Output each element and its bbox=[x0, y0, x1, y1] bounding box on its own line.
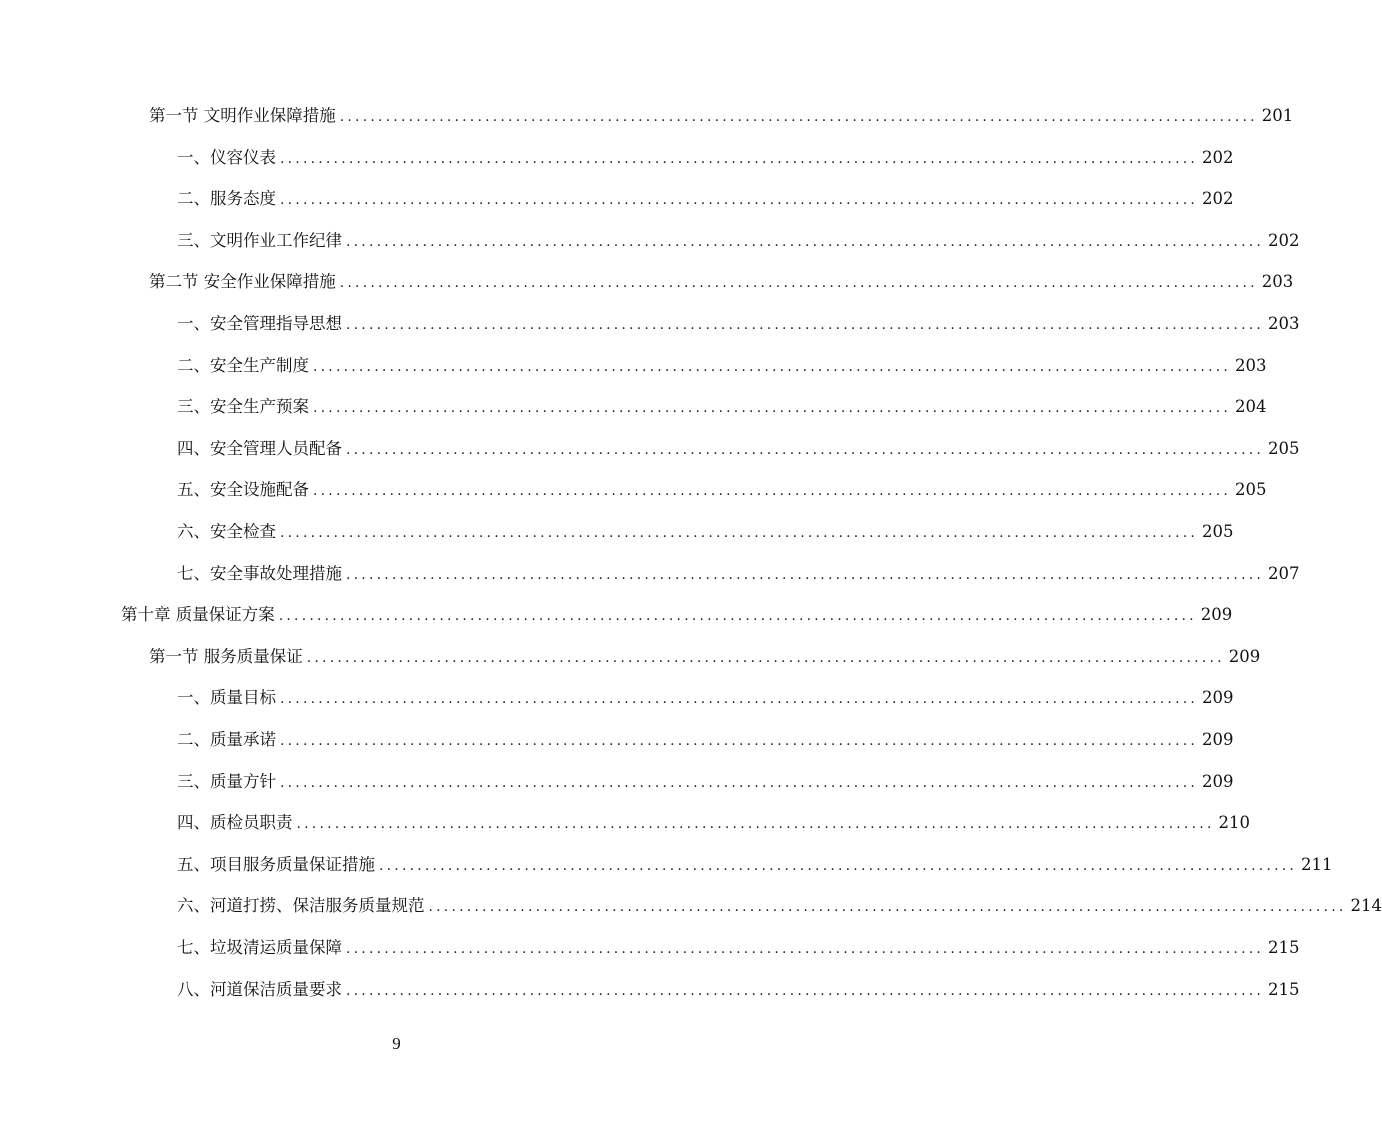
toc-entry[interactable] bbox=[177, 763, 1234, 801]
toc-entry-page: 202 bbox=[1268, 230, 1300, 250]
toc-entry-title: 二、质量承诺 bbox=[177, 730, 276, 749]
toc-dot-leader: ........................................................................................................................ bbox=[278, 608, 1197, 625]
toc-entry-title: 五、安全设施配备 bbox=[177, 480, 309, 500]
toc-entry-page: 201 bbox=[1261, 106, 1294, 125]
toc-entry-title: 六、河道打捞、保洁服务质量规范 bbox=[177, 896, 425, 916]
toc-entry-title: 六、安全检查 bbox=[177, 522, 276, 541]
toc-entry[interactable] bbox=[177, 305, 1300, 343]
toc-dot-leader: ........................................................................................................................ bbox=[280, 150, 1199, 167]
toc-entry-page: 205 bbox=[1268, 438, 1300, 458]
toc-entry[interactable] bbox=[177, 804, 1251, 842]
toc-entry-title: 第一节 文明作业保障措施 bbox=[149, 106, 336, 125]
toc-dot-leader: ........................................................................................................................ bbox=[346, 982, 1265, 999]
toc-dot-leader: ........................................................................................................................ bbox=[346, 317, 1265, 333]
toc-entry-page: 209 bbox=[1228, 646, 1261, 666]
toc-dot-leader: ........................................................................................................................ bbox=[313, 400, 1232, 417]
toc-dot-leader: ........................................................................................................................ bbox=[346, 566, 1265, 583]
toc-entry-title: 七、安全事故处理措施 bbox=[177, 563, 342, 583]
toc-entry-title: 第一节 服务质量保证 bbox=[149, 646, 303, 666]
toc-entry[interactable] bbox=[177, 721, 1234, 759]
toc-entry-page: 205 bbox=[1235, 480, 1267, 500]
toc-entry-page: 211 bbox=[1301, 854, 1333, 874]
toc-entry-title: 四、安全管理人员配备 bbox=[177, 438, 342, 458]
toc-entry-title: 第十章 质量保证方案 bbox=[121, 605, 275, 625]
toc-dot-leader: ........................................................................................................................ bbox=[379, 857, 1298, 874]
toc-entry-page: 203 bbox=[1235, 355, 1267, 375]
toc-entry-title: 三、质量方针 bbox=[177, 771, 276, 791]
toc-dot-leader: ........................................................................................................................ bbox=[280, 192, 1199, 209]
toc-dot-leader: ........................................................................................................................ bbox=[346, 941, 1265, 957]
toc-entry-page: 214 bbox=[1350, 896, 1382, 916]
page-number: 9 bbox=[392, 1034, 401, 1053]
toc-entry-page: 202 bbox=[1202, 189, 1234, 209]
toc-entry-title: 二、服务态度 bbox=[177, 189, 276, 209]
toc-entry[interactable] bbox=[177, 430, 1300, 468]
toc-entry[interactable] bbox=[177, 513, 1234, 551]
toc-entry[interactable] bbox=[177, 471, 1267, 509]
toc-entry[interactable] bbox=[177, 388, 1267, 426]
toc-entry-page: 207 bbox=[1268, 563, 1300, 583]
toc-dot-leader: ........................................................................................................................ bbox=[346, 441, 1265, 458]
toc-entry[interactable] bbox=[149, 263, 1294, 301]
toc-entry-title: 七、垃圾清运质量保障 bbox=[177, 938, 342, 957]
toc-entry[interactable] bbox=[177, 222, 1300, 260]
toc-entry-page: 203 bbox=[1268, 314, 1300, 333]
toc-entry-page: 215 bbox=[1268, 938, 1300, 957]
toc-entry-page: 209 bbox=[1202, 730, 1234, 749]
toc-entry-title: 四、质检员职责 bbox=[177, 813, 293, 833]
toc-dot-leader: ........................................................................................................................ bbox=[280, 691, 1199, 708]
toc-entry[interactable] bbox=[177, 846, 1333, 884]
toc-entry-title: 一、仪容仪表 bbox=[177, 147, 276, 167]
toc-dot-leader: ........................................................................................................................ bbox=[296, 816, 1215, 833]
toc-entry[interactable] bbox=[177, 971, 1300, 1009]
toc-dot-leader: ........................................................................................................................ bbox=[339, 109, 1258, 125]
toc-entry[interactable] bbox=[177, 887, 1382, 925]
toc-entry-title: 一、质量目标 bbox=[177, 688, 276, 708]
toc-dot-leader: ........................................................................................................................ bbox=[313, 483, 1232, 500]
toc-entry-title: 五、项目服务质量保证措施 bbox=[177, 854, 375, 874]
toc-entry-page: 209 bbox=[1200, 605, 1233, 625]
toc-entry-page: 204 bbox=[1235, 397, 1267, 417]
toc-entry-page: 203 bbox=[1261, 272, 1294, 292]
toc-entry-title: 八、河道保洁质量要求 bbox=[177, 979, 342, 999]
toc-entry[interactable] bbox=[177, 180, 1234, 218]
toc-entry-title: 二、安全生产制度 bbox=[177, 355, 309, 375]
toc-entry[interactable] bbox=[177, 929, 1300, 967]
toc-entry-title: 一、安全管理指导思想 bbox=[177, 314, 342, 333]
toc-entry-page: 209 bbox=[1202, 771, 1234, 791]
toc-dot-leader: ........................................................................................................................ bbox=[313, 358, 1232, 375]
toc-entry[interactable] bbox=[177, 555, 1300, 593]
toc-dot-leader: ........................................................................................................................ bbox=[280, 733, 1199, 749]
toc-entry[interactable] bbox=[177, 139, 1234, 177]
toc-entry-title: 三、安全生产预案 bbox=[177, 397, 309, 417]
toc-entry-page: 210 bbox=[1218, 813, 1251, 833]
toc-dot-leader: ........................................................................................................................ bbox=[280, 774, 1199, 791]
toc-dot-leader: ........................................................................................................................ bbox=[306, 649, 1225, 666]
toc-dot-leader: ........................................................................................................................ bbox=[339, 275, 1258, 292]
toc-entry[interactable] bbox=[177, 679, 1234, 717]
toc-entry[interactable] bbox=[177, 347, 1267, 385]
toc-entry-page: 215 bbox=[1268, 979, 1300, 999]
toc-entry[interactable] bbox=[121, 596, 1233, 634]
toc-entry-title: 第二节 安全作业保障措施 bbox=[149, 272, 336, 292]
toc-entry-page: 209 bbox=[1202, 688, 1234, 708]
toc-dot-leader: ........................................................................................................................ bbox=[428, 899, 1347, 916]
toc-entry-title: 三、文明作业工作纪律 bbox=[177, 230, 342, 250]
toc-dot-leader: ........................................................................................................................ bbox=[280, 525, 1199, 541]
toc-dot-leader: ........................................................................................................................ bbox=[346, 233, 1265, 250]
toc-entry-page: 205 bbox=[1202, 522, 1234, 541]
toc-entry-page: 202 bbox=[1202, 147, 1234, 167]
toc-entry[interactable] bbox=[149, 97, 1294, 135]
toc-entry[interactable] bbox=[149, 638, 1261, 676]
